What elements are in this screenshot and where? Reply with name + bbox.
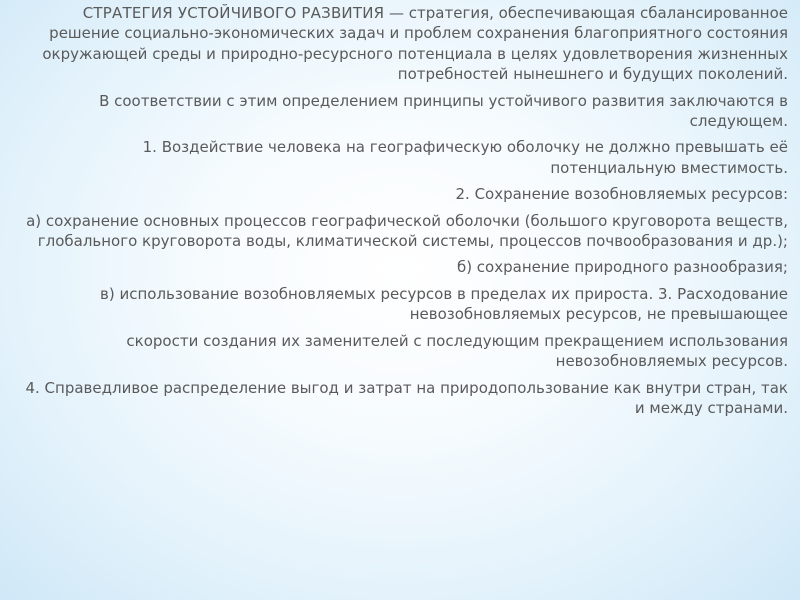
definition-text: — стратегия, обеспечивающая сбалансированное решение социально-экономических задач и проблем сохранения благоприятного состояния окружающей среды и природно-ресурсного потенциала в целях удовлетворения жизненных потребностей нынешнего и будущих поколений. bbox=[42, 4, 788, 84]
principle-2: 2. Сохранение возобновляемых ресурсов: bbox=[455, 185, 788, 204]
principle-4: 4. Справедливое распределение выгод и затрат на природопользование как внутри стран, так и между странами. bbox=[25, 378, 788, 417]
definition-paragraph bbox=[20, 3, 788, 85]
term-heading: СТРАТЕГИЯ УСТОЙЧИВОГО РАЗВИТИЯ bbox=[82, 4, 385, 22]
principles-intro: В соответствии с этим определением принципы устойчивого развития заключаются в следующем. bbox=[99, 91, 788, 131]
principle-2b: б) сохранение природного разнообразия; bbox=[456, 258, 788, 277]
slide-text-body bbox=[20, 3, 788, 424]
principle-2c-and-3: в) использование возобновляемых ресурсов в пределах их прироста. 3. Расходование невозобновляемых ресурсов, не превышающее bbox=[100, 284, 788, 324]
principle-2a: а) сохранение основных процессов географической оболочки (большого круговорота веществ, глобального круговорота воды, климатической системы, процессов почвообразования и др.); bbox=[26, 211, 788, 251]
principle-3-continued: скорости создания их заменителей с последующим прекращением использования невозобновляемых ресурсов. bbox=[126, 331, 788, 371]
principle-1: 1. Воздействие человека на географическую оболочку не должно превышать её потенциальную вместимость. bbox=[142, 138, 788, 177]
